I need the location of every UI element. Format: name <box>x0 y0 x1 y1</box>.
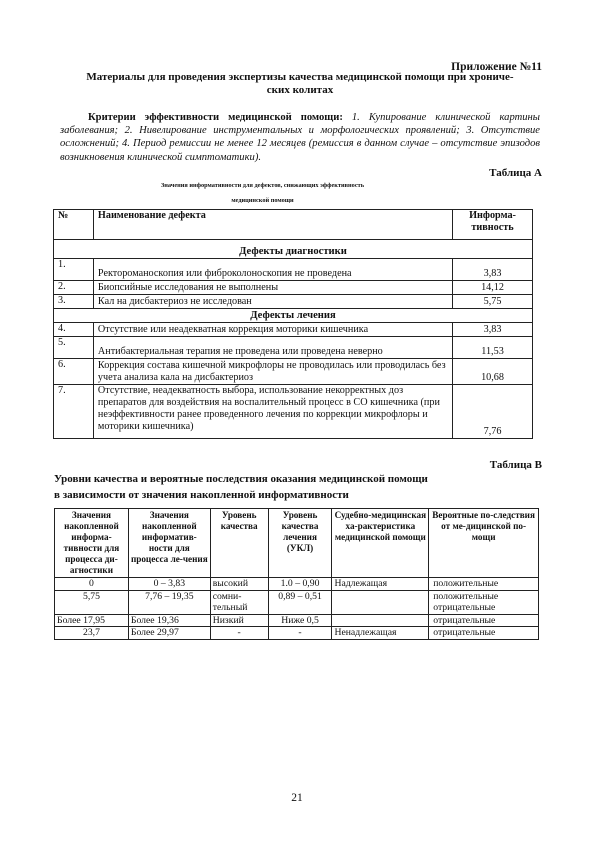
table-a-label: Таблица А <box>489 167 542 179</box>
table-b-cell-ukl: 1.0 – 0,90 <box>268 578 332 591</box>
table-b-cell-diag: Более 17,95 <box>55 614 129 627</box>
table-a-row <box>54 259 533 281</box>
table-b-cell-treat: Более 19,36 <box>128 614 210 627</box>
criteria-text: 1. Купирование клинической картины заболевания; 2. Нивелирование инструментальных и морфологических проявлений; 3. Отсутствие осложнений; 4. Период ремиссии не менее 12 месяцев (ремиссия в данном случае – отсутствие эпизодов возникновения клинической симптоматики). <box>60 112 540 163</box>
table-a-caption-line1: Значения информативности для дефектов, снижающих эффективность <box>160 182 365 189</box>
criteria-paragraph <box>60 111 540 164</box>
table-b-row <box>55 590 539 614</box>
table-a-header-value: Информа-тивность <box>453 210 533 240</box>
table-b-cell-ukl: Ниже 0,5 <box>268 614 332 627</box>
table-a-section-row <box>54 309 533 323</box>
table-a <box>53 209 533 439</box>
table-b-row <box>55 627 539 640</box>
table-b-title-line1: Уровни качества и вероятные последствия оказания медицинской помощи <box>54 473 428 485</box>
table-a-row-name: Антибактериальная терапия не проведена или проведена неверно <box>93 337 452 359</box>
table-a-row-num: 1. <box>54 259 94 281</box>
table-b-cell-quality: - <box>210 627 268 640</box>
table-a-row <box>54 385 533 439</box>
table-b-row <box>55 614 539 627</box>
table-b-header-treat: Значения накопленной информатив-ности для процесса ле-чения <box>128 509 210 578</box>
table-a-row-value: 14,12 <box>453 281 533 295</box>
table-b-cell-quality: Низкий <box>210 614 268 627</box>
table-b-cell-legal: Ненадлежащая <box>332 627 429 640</box>
table-b-header-quality: Уровень качества <box>210 509 268 578</box>
table-a-row <box>54 359 533 385</box>
table-b-cell-outcome: отрицательные <box>429 614 539 627</box>
table-b-header-outcome: Вероятные по-следствия от ме-дицинской по-мощи <box>429 509 539 578</box>
table-a-row <box>54 337 533 359</box>
table-b-header-row <box>55 509 539 578</box>
table-a-section-title: Дефекты диагностики <box>54 240 533 259</box>
table-b-header-diag: Значения накопленной информа-тивности для процесса ди-агностики <box>55 509 129 578</box>
table-a-row-num: 6. <box>54 359 94 385</box>
table-a-row-name: Отсутствие или неадекватная коррекция моторики кишечника <box>93 323 452 337</box>
table-a-row-name: Ректороманоскопия или фиброколоноскопия не проведена <box>93 259 452 281</box>
table-b-cell-legal: Надлежащая <box>332 578 429 591</box>
table-a-row-value: 7,76 <box>453 385 533 439</box>
page-number: 21 <box>291 792 303 804</box>
table-a-row <box>54 323 533 337</box>
table-a-caption-line2: медицинской помощи <box>231 197 294 204</box>
table-a-section-row <box>54 240 533 259</box>
table-b-cell-ukl: 0,89 – 0,51 <box>268 590 332 614</box>
table-a-row-value: 5,75 <box>453 295 533 309</box>
document-title-line1: Материалы для проведения экспертизы качества медицинской помощи при хрониче- <box>86 71 514 83</box>
table-b-cell-ukl: - <box>268 627 332 640</box>
table-b-cell-outcome: положительные <box>429 578 539 591</box>
table-b-title-line2: в зависимости от значения накопленной информативности <box>54 489 349 501</box>
table-b-cell-quality: сомни-тельный <box>210 590 268 614</box>
table-b-header-ukl: Уровень качества лечения (УКЛ) <box>268 509 332 578</box>
table-a-header-num: № <box>54 210 94 240</box>
document-title <box>60 71 540 97</box>
table-a-row-name: Отсутствие, неадекватность выбора, использование некорректных доз препаратов для воздействия на воспалительный процесс в СО кишечника (при неэффективности ранее проведенного лечения по коррекции микрофлоры и моторики кишечника) <box>93 385 452 439</box>
table-b-cell-diag: 23,7 <box>55 627 129 640</box>
table-b-header-legal: Судебно-медицинская ха-рактеристика медицинской помощи <box>332 509 429 578</box>
table-a-row-value: 10,68 <box>453 359 533 385</box>
table-a-row-name: Кал на дисбактериоз не исследован <box>93 295 452 309</box>
table-b-row <box>55 578 539 591</box>
table-a-row-num: 7. <box>54 385 94 439</box>
table-a-header-name: Наименование дефекта <box>93 210 452 240</box>
table-a-row <box>54 281 533 295</box>
table-b-label: Таблица В <box>489 459 542 471</box>
table-b <box>54 508 539 640</box>
table-b-cell-outcome: положительные отрицательные <box>429 590 539 614</box>
document-title-line2: ских колитах <box>266 84 334 96</box>
table-a-row-num: 2. <box>54 281 94 295</box>
table-a-row-value: 3,83 <box>453 259 533 281</box>
table-a-row-num: 3. <box>54 295 94 309</box>
table-a-row-num: 5. <box>54 337 94 359</box>
table-a-row <box>54 295 533 309</box>
table-b-cell-diag: 5,75 <box>55 590 129 614</box>
table-b-cell-quality: высокий <box>210 578 268 591</box>
table-b-cell-treat: 7,76 – 19,35 <box>128 590 210 614</box>
criteria-label: Критерии эффективности медицинской помощи: <box>88 112 343 123</box>
table-b-cell-legal <box>332 614 429 627</box>
table-a-row-name: Биопсийные исследования не выполнены <box>93 281 452 295</box>
table-a-header-row <box>54 210 533 240</box>
table-a-row-num: 4. <box>54 323 94 337</box>
table-a-row-value: 3,83 <box>453 323 533 337</box>
appendix-label: Приложение №11 <box>451 61 542 73</box>
table-a-section-title: Дефекты лечения <box>54 309 533 323</box>
table-b-cell-treat: 0 – 3,83 <box>128 578 210 591</box>
table-a-row-name: Коррекция состава кишечной микрофлоры не проводилась или проводилась без учета анализа кала на дисбактериоз <box>93 359 452 385</box>
table-b-cell-treat: Более 29,97 <box>128 627 210 640</box>
table-a-row-value: 11,53 <box>453 337 533 359</box>
table-b-cell-outcome: отрицательные <box>429 627 539 640</box>
table-b-cell-diag: 0 <box>55 578 129 591</box>
table-b-cell-legal <box>332 590 429 614</box>
